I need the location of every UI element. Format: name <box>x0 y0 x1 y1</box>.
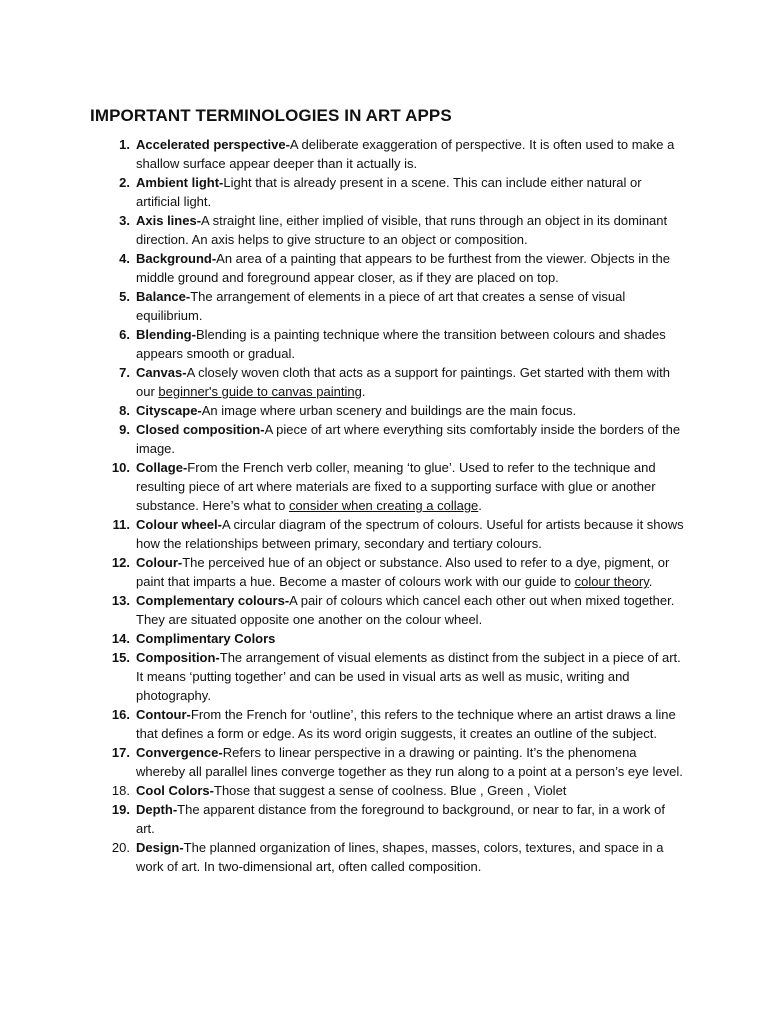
term-trailing-punctuation: . <box>478 498 482 513</box>
term-definition: A straight line, either implied of visible, that runs through an object in its dominant direction. An axis helps to give structure to an object or composition. <box>136 213 668 247</box>
list-item <box>0 458 768 515</box>
term-name: Colour wheel- <box>136 517 222 532</box>
list-item <box>0 838 768 876</box>
list-item <box>0 553 768 591</box>
term-link[interactable]: colour theory <box>574 574 649 589</box>
term-link[interactable]: beginner's guide to canvas painting <box>158 384 362 399</box>
list-item <box>0 211 768 249</box>
document-title: IMPORTANT TERMINOLOGIES IN ART APPS <box>90 106 452 126</box>
term-name: Composition- <box>136 650 220 665</box>
list-number: 2. <box>119 175 130 190</box>
term-name: Ambient light- <box>136 175 224 190</box>
list-item <box>0 363 768 401</box>
list-item <box>0 325 768 363</box>
term-name: Collage- <box>136 460 188 475</box>
list-number: 14. <box>111 631 130 646</box>
list-number: 12. <box>111 555 130 570</box>
term-definition: The apparent distance from the foreground to background, or near to far, in a work of art. <box>136 802 665 836</box>
term-name: Background- <box>136 251 217 266</box>
list-number: 9. <box>119 422 130 437</box>
list-item <box>0 173 768 211</box>
term-definition: A circular diagram of the spectrum of colours. Useful for artists because it shows how the relationships between primary, secondary and tertiary colours. <box>136 517 684 551</box>
list-item <box>0 629 768 648</box>
list-item <box>0 287 768 325</box>
list-number: 15. <box>111 650 130 665</box>
list-item <box>0 705 768 743</box>
list-item <box>0 401 768 420</box>
term-definition: Those that suggest a sense of coolness. Blue , Green , Violet <box>214 783 567 798</box>
list-number: 1. <box>119 137 130 152</box>
term-definition: The perceived hue of an object or substance. Also used to refer to a dye, pigment, or paint that imparts a hue. Become a master of colours work with our guide to <box>136 555 670 589</box>
list-item <box>0 800 768 838</box>
term-definition: Blending is a painting technique where the transition between colours and shades appears smooth or gradual. <box>136 327 666 361</box>
term-name: Balance- <box>136 289 191 304</box>
term-name: Blending- <box>136 327 196 342</box>
list-item <box>0 648 768 705</box>
terminology-list <box>0 135 768 876</box>
term-trailing-punctuation: . <box>648 574 653 589</box>
list-item <box>0 249 768 287</box>
list-item <box>0 135 768 173</box>
term-name: Convergence- <box>136 745 223 760</box>
list-number: 5. <box>119 289 130 304</box>
term-definition: A piece of art where everything sits comfortably inside the borders of the image. <box>136 422 681 456</box>
list-number: 7. <box>119 365 130 380</box>
term-definition: Light that is already present in a scene. This can include either natural or artificial light. <box>136 175 642 209</box>
term-name: Depth- <box>136 802 178 817</box>
term-definition: The arrangement of visual elements as distinct from the subject in a piece of art. It means ‘putting together’ and can be used in visual arts as well as music, writing and photography. <box>136 650 681 703</box>
term-definition: From the French verb coller, meaning ‘to glue’. Used to refer to the technique and resulting piece of art where materials are fixed to a supporting surface with glue or another substance. Here’s what to <box>136 460 656 513</box>
list-number: 6. <box>119 327 130 342</box>
list-item <box>0 591 768 629</box>
term-name: Accelerated perspective- <box>136 137 290 152</box>
list-item <box>0 743 768 781</box>
term-definition: A closely woven cloth that acts as a support for paintings. Get started with them with our <box>136 365 670 399</box>
term-definition: An area of a painting that appears to be furthest from the viewer. Objects in the middle ground and foreground appear closer, as if they are placed on top. <box>136 251 670 285</box>
term-name: Colour- <box>136 555 183 570</box>
list-number: 20. <box>111 840 130 855</box>
list-number: 18. <box>111 783 130 798</box>
term-definition: The arrangement of elements in a piece of art that creates a sense of visual equilibrium. <box>136 289 626 323</box>
term-name: Closed composition- <box>136 422 265 437</box>
term-definition: An image where urban scenery and buildings are the main focus. <box>201 403 577 418</box>
term-trailing-punctuation: . <box>361 384 366 399</box>
list-item <box>0 420 768 458</box>
list-number: 3. <box>119 213 130 228</box>
term-name: Complimentary Colors <box>136 631 276 646</box>
term-name: Cityscape- <box>136 403 202 418</box>
list-number: 17. <box>111 745 130 760</box>
list-item <box>0 781 768 800</box>
term-name: Cool Colors- <box>136 783 214 798</box>
list-number: 19. <box>111 802 130 817</box>
term-definition: A deliberate exaggeration of perspective. It is often used to make a shallow surface appear deeper than it actually is. <box>136 137 675 171</box>
term-name: Contour- <box>136 707 191 722</box>
term-definition: The planned organization of lines, shapes, masses, colors, textures, and space in a work of art. In two-dimensional art, often called composition. <box>136 840 664 874</box>
term-name: Axis lines- <box>136 213 202 228</box>
list-number: 4. <box>119 251 130 266</box>
term-name: Complementary colours- <box>136 593 290 608</box>
term-name: Design- <box>136 840 184 855</box>
term-name: Canvas- <box>136 365 187 380</box>
term-definition: Refers to linear perspective in a drawing or painting. It’s the phenomena whereby all parallel lines converge together as they run along to a point at a person’s eye level. <box>136 745 683 779</box>
list-number: 8. <box>119 403 130 418</box>
list-number: 13. <box>111 593 130 608</box>
term-definition: A pair of colours which cancel each other out when mixed together. They are situated opposite one another on the colour wheel. <box>136 593 675 627</box>
list-number: 10. <box>111 460 130 475</box>
list-number: 11. <box>112 517 130 532</box>
list-number: 16. <box>111 707 130 722</box>
list-item <box>0 515 768 553</box>
term-definition: From the French for ‘outline’, this refers to the technique where an artist draws a line that defines a form or edge. As its word origin suggests, it creates an outline of the subject. <box>136 707 676 741</box>
term-link[interactable]: consider when creating a collage <box>288 498 479 513</box>
